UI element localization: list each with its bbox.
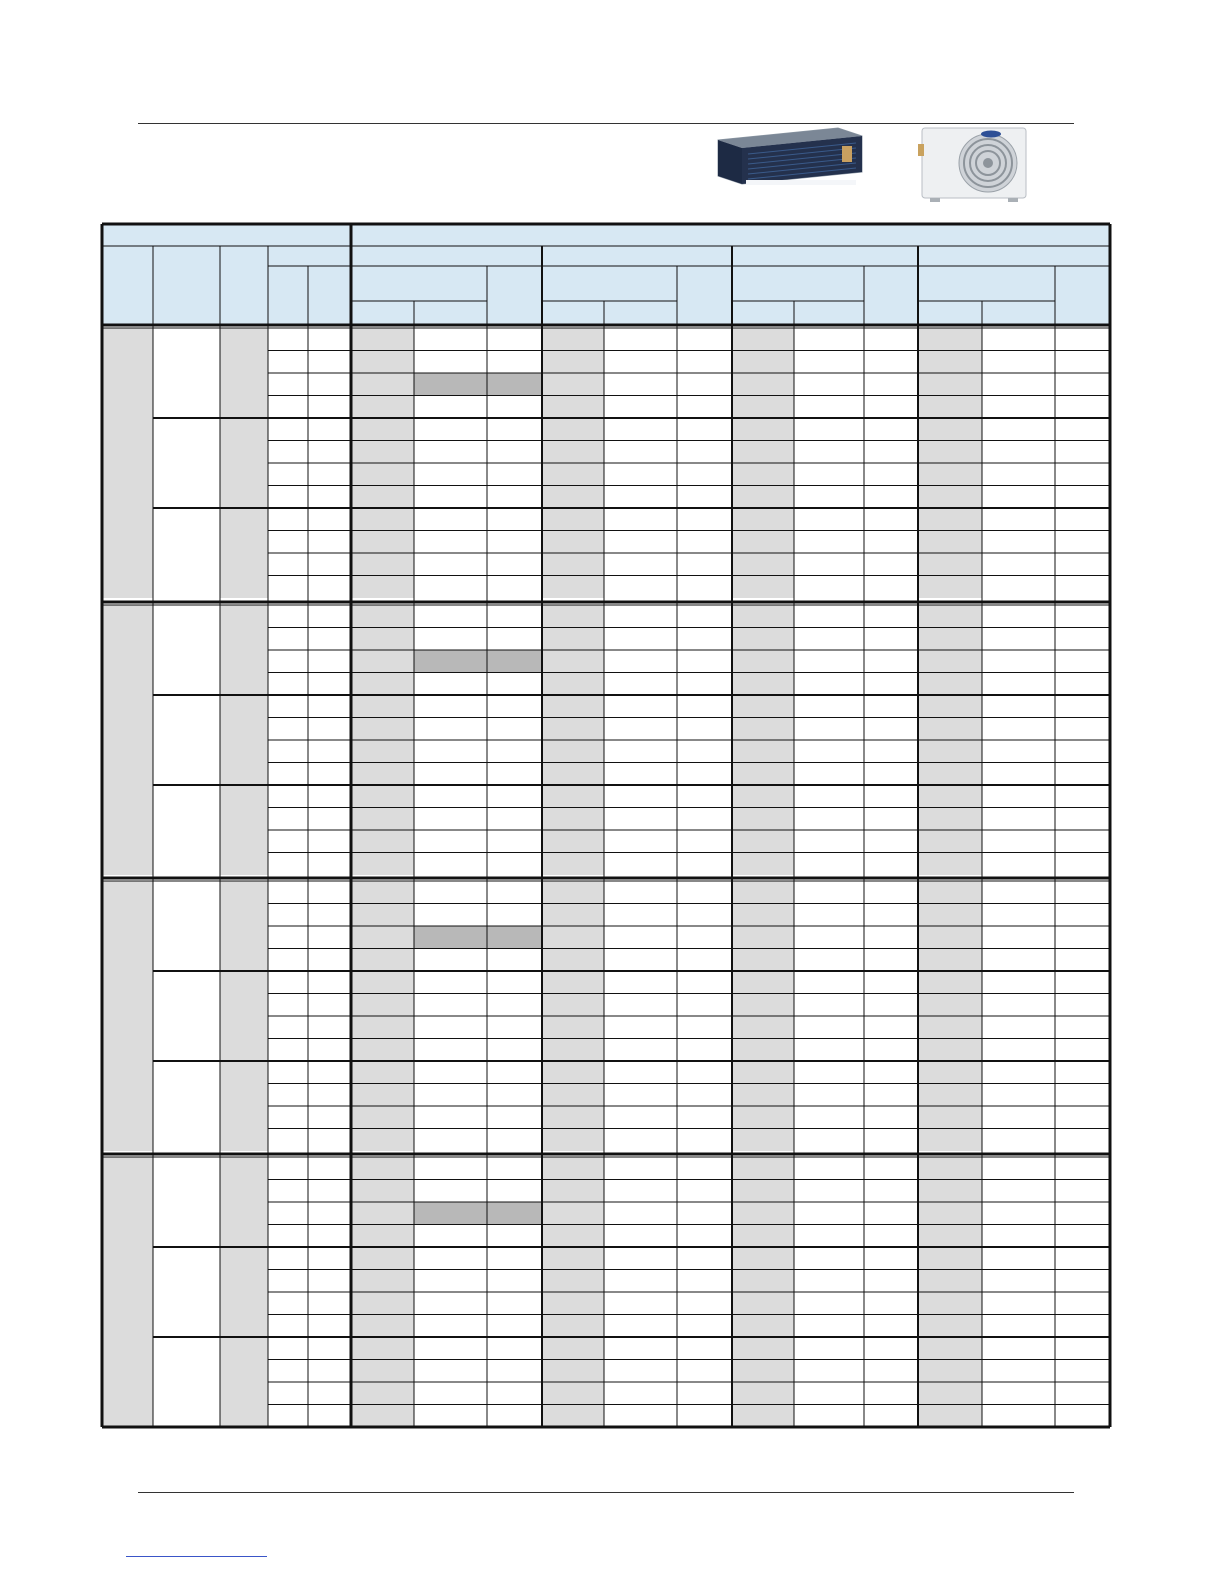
shaded-column-block [220, 1157, 268, 1427]
shaded-column-block [102, 328, 153, 598]
highlight-cell [414, 1202, 542, 1225]
shaded-column-block [220, 328, 268, 598]
highlight-cell [414, 373, 542, 396]
shaded-column-block [220, 605, 268, 875]
footer-link-underline[interactable] [126, 1556, 267, 1557]
shaded-column-block [102, 605, 153, 875]
shaded-column-block [220, 881, 268, 1151]
shaded-column-block [102, 1157, 153, 1427]
highlight-cell [414, 650, 542, 673]
shaded-column-block [102, 881, 153, 1151]
table-header-fill [102, 224, 1110, 325]
highlight-cell [414, 926, 542, 949]
